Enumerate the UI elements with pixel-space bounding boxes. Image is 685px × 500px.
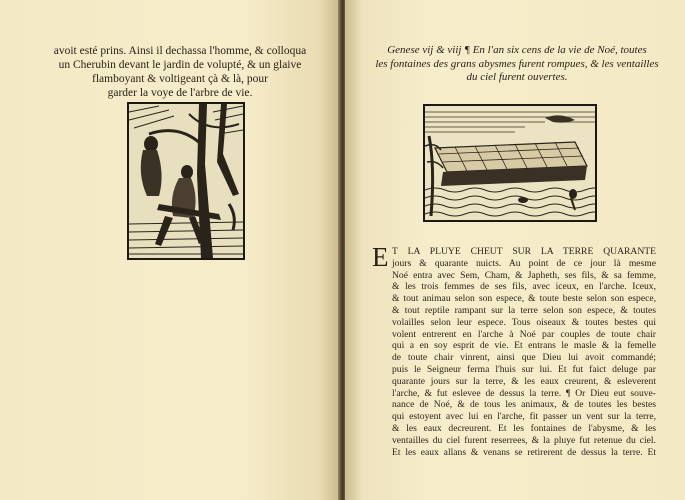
caption-line: les fontaines des grans abysmes furent rompues, & les ventailles — [375, 57, 659, 70]
body-line: volent entrerent en l'arche à Noé par couples de toute chair — [392, 328, 656, 340]
page-caption — [372, 44, 662, 85]
text-line: flamboyant & voltigeant çà & là, pour — [92, 73, 268, 85]
text-line: garder la voye de l'arbre de vie. — [107, 87, 253, 99]
body-line: quarante jours sur la terre, & les eaux creurent, & esleverent — [392, 375, 656, 387]
expulsion-woodcut-illustration — [129, 104, 243, 258]
caption-line: du ciel furent ouvertes. — [466, 71, 568, 83]
deluge-ark-illustration — [425, 106, 595, 220]
body-line: nance de Noé, & de tous les animaux, & de toutes les bestes — [392, 399, 656, 411]
drop-cap: E — [372, 242, 389, 272]
body-line: & tout reptile rampant sur la terre selon son espece, & toutes — [392, 304, 656, 316]
body-line: qui a en soy esprit de vie. Et entrans le masle & la femelle — [392, 340, 656, 352]
body-line: qui estoyent avec lui en l'arche, fit passer un vent sur la terre, — [392, 411, 656, 423]
body-line: & les eaux decreurent. Et les fontaines de l'abysme, & les — [392, 422, 656, 434]
text-line: avoit esté prins. Ainsi il dechassa l'homme, & colloqua — [53, 45, 307, 57]
deluge-ark-woodcut — [423, 104, 597, 222]
left-page-text — [40, 44, 320, 100]
main-body-text — [372, 242, 656, 458]
body-line: & tout animau selon son espece, & toute beste selon son espece, — [392, 293, 656, 305]
left-page — [0, 0, 340, 500]
body-line: de toute chair vinrent, ainsi que Dieu lui avoit commandé; — [392, 352, 656, 364]
body-line: E T LA PLUYE CHEUT SUR LA TERRE QUARANTE — [372, 242, 656, 272]
body-line: puis le Seigneur ferma l'huis sur lui. Et fut faict deluge par — [392, 363, 656, 375]
text-line: un Cherubin devant le jardin de volupté, & un glaive — [58, 59, 302, 71]
body-line: & les trois femmes de ses fils, avec iceux, en l'arche. Iceux, — [392, 281, 656, 293]
body-line: l'arche, & fut eslevee de dessus la terre. ¶ Or Dieu eut souve- — [392, 387, 656, 399]
caption-line: Genese vij & viij ¶ En l'an six cens de la vie de Noé, toutes — [387, 44, 647, 56]
body-line: Et les eaux allans & venans se retirerent de dessus la terre. Et — [392, 446, 656, 458]
body-line: ventailles du ciel furent reserrees, & la pluye fut retenue du ciel. — [392, 434, 656, 446]
body-line: Noé entra avec Sem, Cham, & Japheth, ses fils, & sa femme, — [392, 269, 656, 281]
expulsion-woodcut — [127, 102, 245, 260]
body-line: jours & quarante nuicts. Au point de ce jour là mesme — [392, 257, 656, 269]
body-line: volailles selon leur espece. Tous oiseaux & toutes bestes qui — [392, 316, 656, 328]
